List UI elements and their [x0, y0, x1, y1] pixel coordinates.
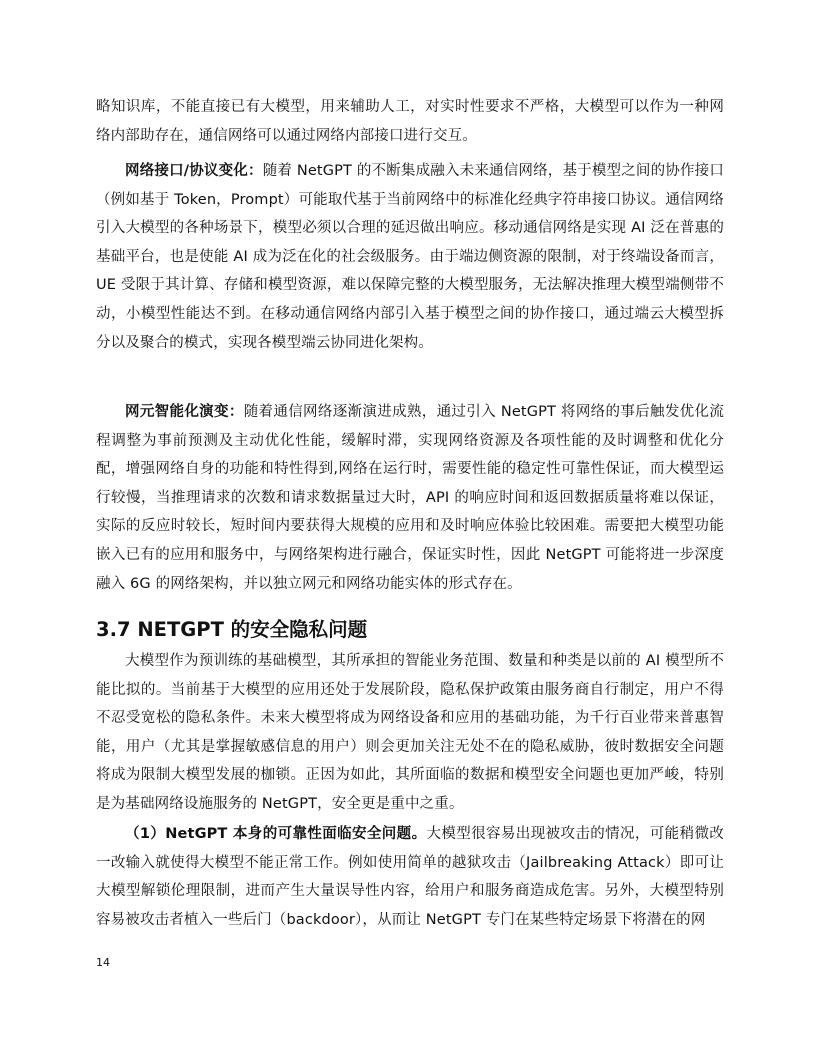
- paragraph-text: 大模型很容易出现被攻击的情况，可能稍微改一改输入就使得大模型不能正常工作。例如使用简单的越狱攻击（Jailbreaking Attack）即可让大模型解锁伦理限制，进而产生大量误导性内容，给用户和服务商造成危害。另外，大模型特别容易被攻击者植入一些后门（backdoor），从而让 NetGPT 专门在某些特定场景下将潜在的网: [96, 826, 725, 928]
- paragraph-security-intro: [96, 647, 724, 819]
- paragraph-text: 随着 NetGPT 的不断集成融入未来通信网络，基于模型之间的协作接口（例如基于 Token，Prompt）可能取代基于当前网络中的标准化经典字符串接口协议。通信网络引入大模型的各种场景下，模型必须以合理的延迟做出响应。移动通信网络是实现 AI 泛在普惠的基础平台，也是使能 AI 成为泛在化的社会级服务。由于端边侧资源的限制，对于终端设备而言，UE 受限于其计算、存储和模型资源，难以保障完整的大模型服务，无法解决推理大模型端侧带不动，小模型性能达不到。在移动通信网络内部引入基于模型之间的协作接口，通过端云大模型拆分以及聚合的模式，实现各模型端云协同进化架构。: [96, 163, 725, 351]
- paragraph-lead: 网络接口/协议变化：: [125, 163, 263, 179]
- paragraph-text: 略知识库，不能直接已有大模型，用来辅助人工，对实时性要求不严格，大模型可以作为一种网络内部助存在，通信网络可以通过网络内部接口进行交互。: [96, 99, 724, 144]
- paragraph-reliability: [96, 820, 724, 934]
- section-heading: 3.7 NETGPT 的安全隐私问题: [96, 618, 368, 641]
- paragraph-lead: （1）NetGPT 本身的可靠性面临安全问题。: [125, 826, 427, 842]
- paragraph-text: 随着通信网络逐渐演进成熟，通过引入 NetGPT 将网络的事后触发优化流程调整为事前预测及主动优化性能，缓解时滞，实现网络资源及各项性能的及时调整和优化分配，增强网络自身的功能和特性得到,网络在运行时，需要性能的稳定性可靠性保证，而大模型运行较慢，当推理请求的次数和请求数据量过大时，API 的响应时间和返回数据质量将难以保证，实际的反应时较长，短时间内要获得大规模的应用和及时响应体验比较困难。需要把大模型功能嵌入已有的应用和服务中，与网络架构进行融合，保证实时性，因此 NetGPT 可能将进一步深度融入 6G 的网络架构，并以独立网元和网络功能实体的形式存在。: [96, 404, 725, 592]
- paragraph-knowledge-base: [96, 93, 724, 150]
- paragraph-lead: 网元智能化演变：: [125, 404, 244, 420]
- page-number: 14: [96, 956, 110, 969]
- paragraph-network-element-evolution: [96, 398, 724, 598]
- paragraph-text: 大模型作为预训练的基础模型，其所承担的智能业务范围、数量和种类是以前的 AI 模型所不能比拟的。当前基于大模型的应用还处于发展阶段，隐私保护政策由服务商自行制定，用户不得不忍受宽松的隐私条件。未来大模型将成为网络设备和应用的基础功能，为千行百业带来普惠智能，用户（尤其是掌握敏感信息的用户）则会更加关注无处不在的隐私威胁，彼时数据安全问题将成为限制大模型发展的枷锁。正因为如此，其所面临的数据和模型安全问题也更加严峻，特别是为基础网络设施服务的 NetGPT，安全更是重中之重。: [96, 653, 724, 812]
- paragraph-interface-protocol: [96, 157, 724, 357]
